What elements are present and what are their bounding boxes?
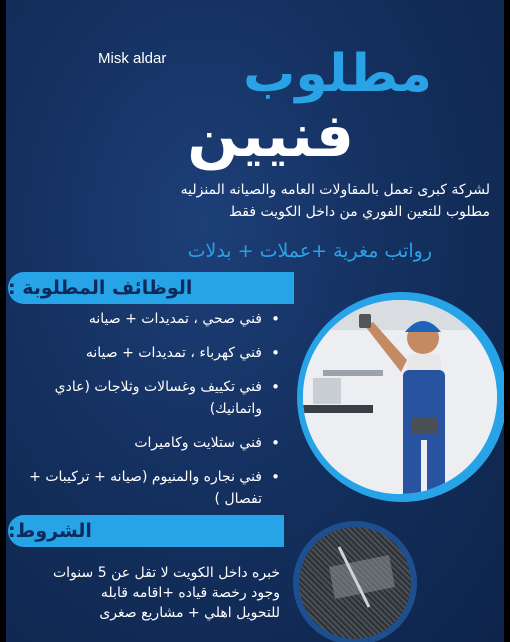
title-technicians: فنيين bbox=[187, 101, 354, 171]
filter-illustration bbox=[299, 527, 411, 639]
condition-line-2: وجود رخصة قياده +اقامه قابله bbox=[100, 585, 280, 601]
conditions-heading-bar bbox=[8, 515, 284, 547]
filter-photo bbox=[299, 527, 411, 639]
intro-line-2: مطلوب للتعين الفوري من داخل الكويت فقط bbox=[228, 204, 490, 220]
job-poster bbox=[6, 0, 504, 642]
job-item: • فني صحي ، تمديدات + صيانه bbox=[12, 308, 280, 330]
conditions-heading: الشروط: bbox=[8, 520, 92, 542]
perks-text: رواتب مغرية +عملات + بدلات bbox=[187, 240, 432, 262]
conditions-text bbox=[6, 563, 280, 623]
intro-text bbox=[181, 179, 490, 223]
condition-line-3: للتحويل اهلي + مشاريع صغرى bbox=[99, 605, 280, 621]
job-item: • فني ستلايت وكاميرات bbox=[12, 432, 280, 454]
job-item: • فني كهرباء ، تمديدات + صيانه bbox=[12, 342, 280, 364]
title-wanted: مطلوب bbox=[243, 44, 432, 104]
jobs-heading-bar bbox=[8, 272, 294, 304]
intro-line-1: لشركة كبرى تعمل بالمقاولات العامه والصيانه المنزليه bbox=[180, 182, 490, 198]
jobs-heading: الوظائف المطلوبة : bbox=[8, 277, 193, 299]
technician-illustration bbox=[303, 300, 497, 494]
technician-photo bbox=[303, 300, 497, 494]
condition-line-1: خبره داخل الكويت لا تقل عن 5 سنوات bbox=[53, 565, 280, 581]
jobs-list bbox=[12, 308, 280, 522]
job-item: • فني نجاره والمنيوم (صيانه + تركيبات + تفصال ) bbox=[12, 466, 280, 510]
job-item: • فني تكييف وغسالات وثلاجات (عادي واتمانيك) bbox=[12, 376, 280, 420]
brand-name: Misk aldar bbox=[98, 50, 167, 67]
